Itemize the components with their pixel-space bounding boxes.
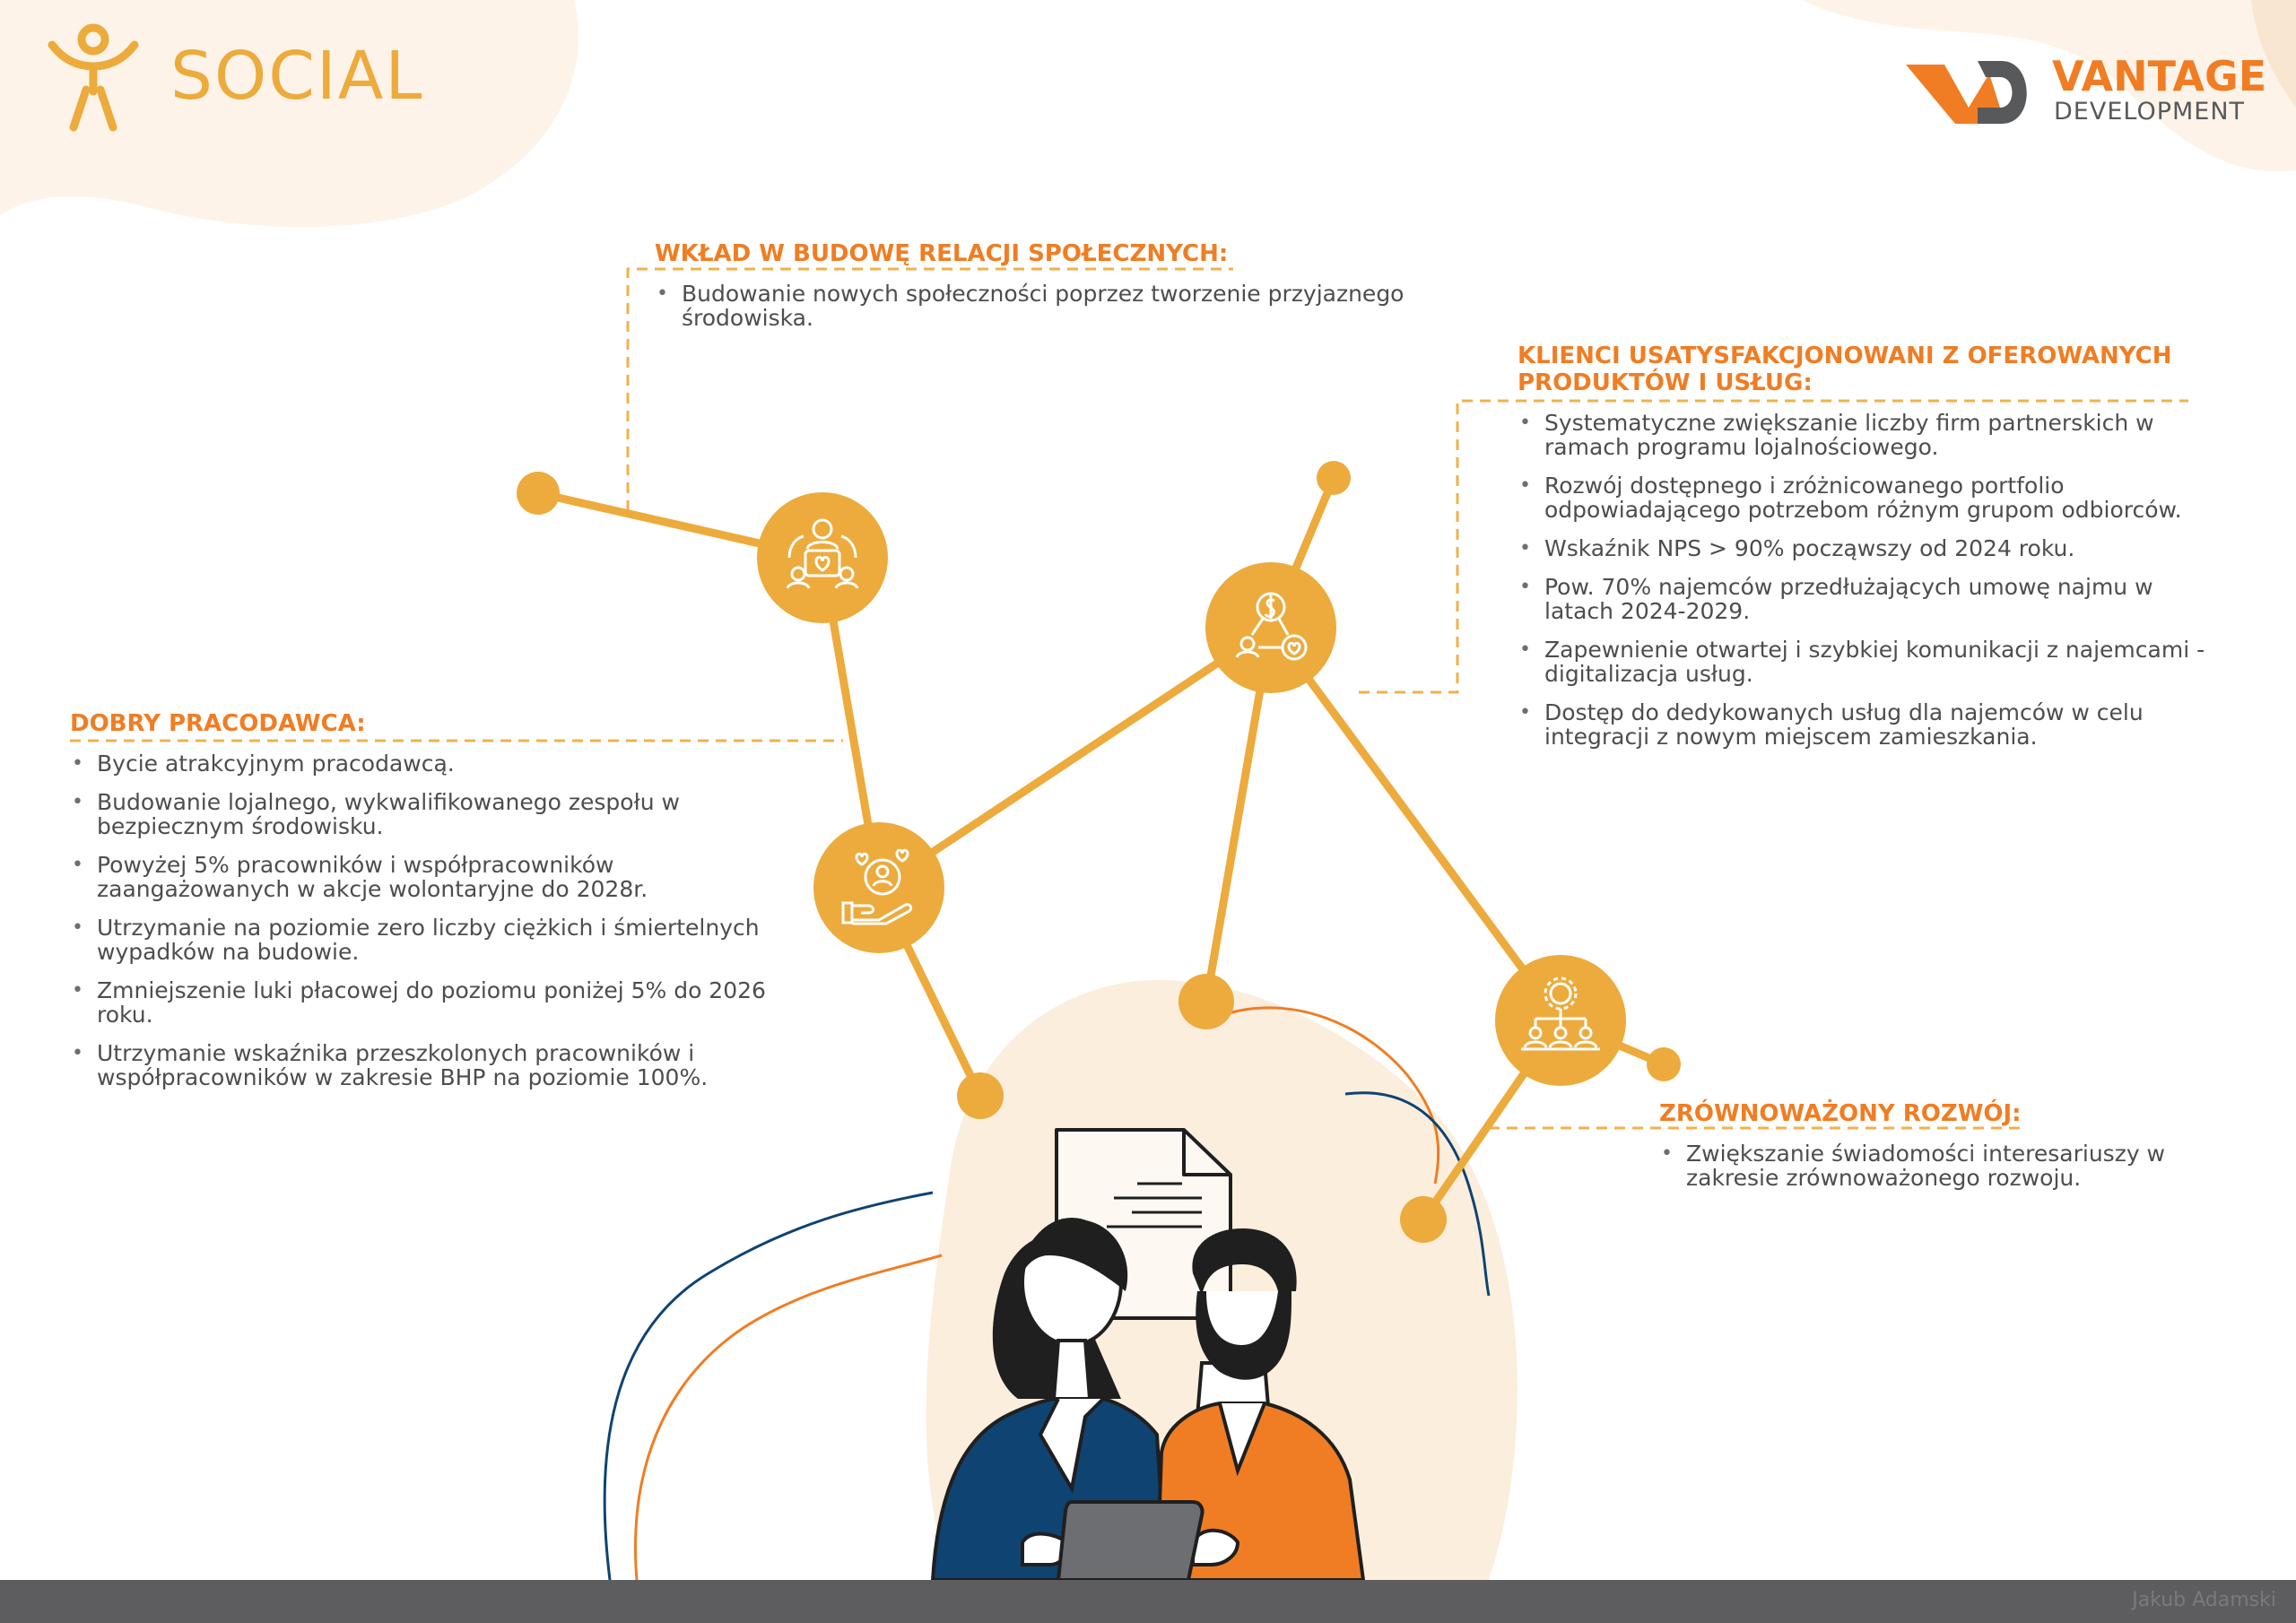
list-item: • Bycie atrakcyjnym pracodawcą. [70, 751, 778, 776]
logo-name: VANTAGE [2052, 52, 2267, 100]
list-item: • Pow. 70% najemców przedłużających umowę najmu w latach 2024-2029. [1518, 575, 2208, 623]
footer-bar [0, 1580, 2296, 1623]
section-title: DOBRY PRACODAWCA: [70, 710, 366, 737]
section-satisfied-clients [1518, 343, 2208, 749]
list-item: • Dostęp do dedykowanych usług dla najemców w celu integracji z nowym miejscem zamieszkania. [1518, 700, 2208, 749]
section-social-relations [655, 240, 1426, 330]
list-item: • Zapewnienie otwartej i szybkiej komunikacji z najemcami - digitalizacja usług. [1518, 638, 2208, 686]
navy-wave-line-left [604, 1193, 933, 1580]
section-good-employer [70, 710, 778, 1089]
section-title: WKŁAD W BUDOWĘ RELACJI SPOŁECZNYCH: [655, 240, 1229, 267]
network-money-heart-icon [1205, 562, 1336, 693]
list-item: • Zwiększanie świadomości interesariuszy w zakresie zrównoważonego rozwoju. [1659, 1141, 2251, 1190]
author-credit: Jakub Adamski [2132, 1589, 2276, 1611]
section-title: KLIENCI USATYSFAKCJONOWANI Z OFEROWANYCH PRODUKTÓW I USŁUG: [1518, 343, 2172, 396]
vantage-logo [2052, 54, 2266, 126]
tablet-illustration [1058, 1502, 1203, 1580]
bullet-list [655, 282, 1426, 330]
section-title: ZRÓWNOWAŻONY ROZWÓJ: [1659, 1100, 2022, 1127]
brand-title: SOCIAL [170, 38, 424, 115]
bullet-list [1518, 411, 2208, 749]
community-heart-icon [757, 492, 888, 623]
list-item: • Budowanie nowych społeczności poprzez tworzenie przyjaznego środowiska. [655, 282, 1426, 330]
hand-heart-person-icon [813, 822, 944, 953]
orange-wave-line-left [636, 1255, 943, 1580]
bullet-list [1659, 1141, 2251, 1190]
list-item: • Budowanie lojalnego, wykwalifikowanego zespołu w bezpiecznym środowisku. [70, 790, 778, 838]
list-item: • Wskaźnik NPS > 90% począwszy od 2024 roku. [1518, 536, 2208, 560]
list-item: • Zmniejszenie luki płacowej do poziomu poniżej 5% do 2026 roku. [70, 978, 778, 1027]
vantage-logo-mark [1906, 61, 2027, 124]
section-sustainable-development [1659, 1100, 2251, 1190]
list-item: • Utrzymanie na poziomie zero liczby ciężkich i śmiertelnych wypadków na budowie. [70, 916, 778, 964]
logo-subtitle: DEVELOPMENT [2054, 98, 2246, 126]
list-item: • Systematyczne zwiększanie liczby firm partnerskich w ramach programu lojalnościowego. [1518, 411, 2208, 459]
list-item: • Powyżej 5% pracowników i współpracowników zaangażowanych w akcje wolontaryjne do 2028r. [70, 853, 778, 901]
list-item: • Rozwój dostępnego i zróżnicowanego portfolio odpowiadającego potrzebom różnym grupom odbiorców. [1518, 473, 2208, 522]
org-structure-icon [1495, 955, 1626, 1086]
list-item: • Utrzymanie wskaźnika przeszkolonych pracowników i współpracowników w zakresie BHP na poziomie 100%. [70, 1041, 778, 1089]
bullet-list [70, 751, 778, 1089]
